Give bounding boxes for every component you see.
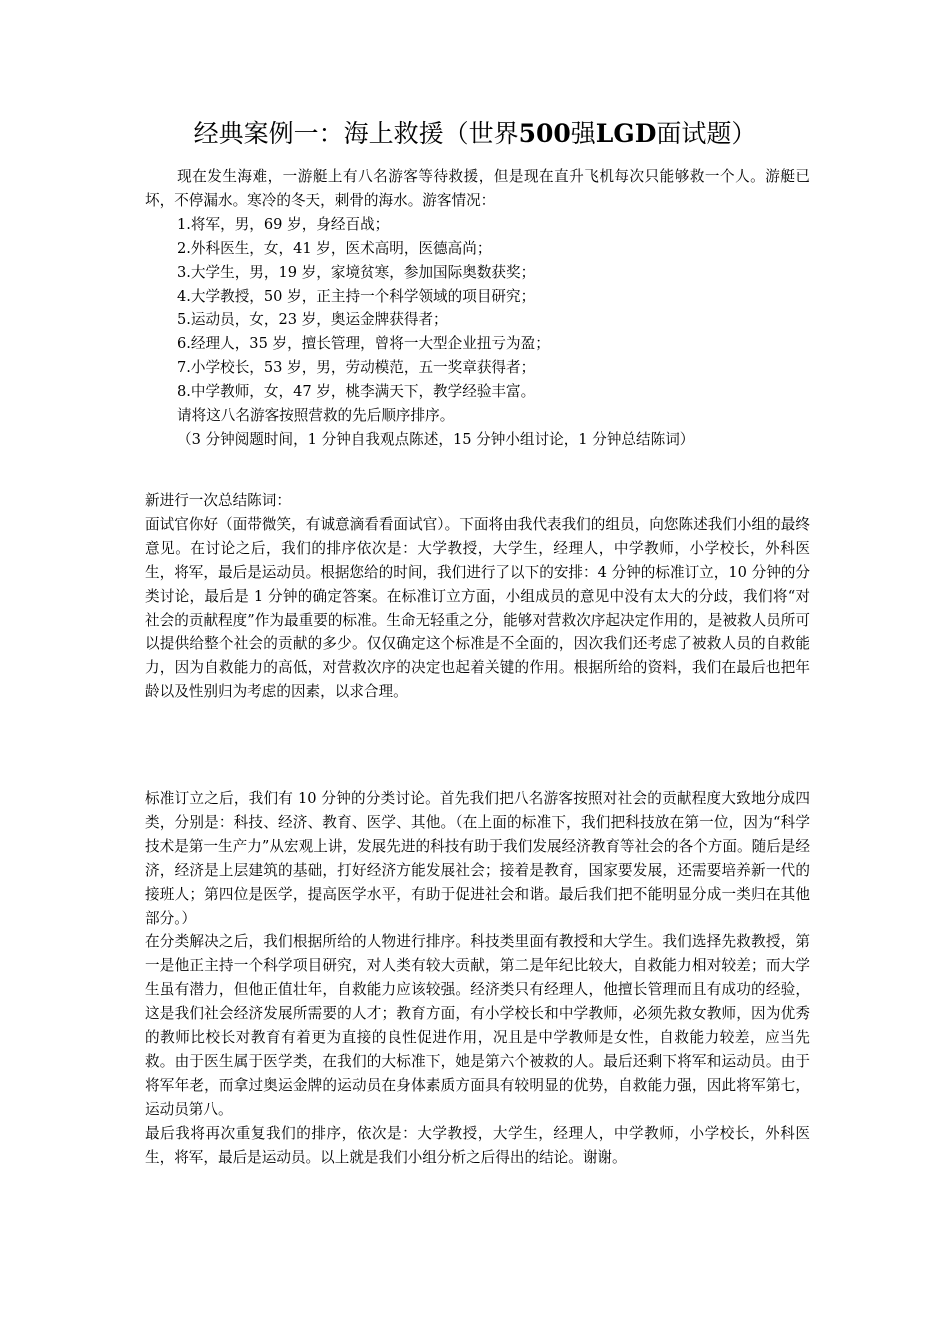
passenger-item: 1.将军，男，69 岁，身经百战； bbox=[177, 215, 390, 233]
title-number: 500 bbox=[518, 119, 571, 148]
summary-section bbox=[145, 489, 810, 704]
case-description bbox=[145, 165, 810, 452]
passenger-item: 5.运动员，女，23 岁，奥运金牌获得者； bbox=[177, 311, 448, 329]
document-title bbox=[0, 116, 950, 152]
title-suffix: 面试题） bbox=[656, 119, 757, 148]
conclusion-paragraph: 最后我将再次重复我们的排序，依次是：大学教授，大学生，经理人，中学教师，小学校长，外科医生，将军，最后是运动员。以上就是我们小组分析之后得出的结论。谢谢。 bbox=[145, 1124, 810, 1166]
intro-paragraph: 现在发生海难，一游艇上有八名游客等待救援，但是现在直升飞机每次只能够救一个人。游艇已坏，不停漏水。寒冷的冬天，刺骨的海水。游客情况： bbox=[145, 168, 810, 209]
passenger-item: 2.外科医生，女，41 岁，医术高明，医德高尚； bbox=[177, 239, 492, 257]
title-mid: 强 bbox=[570, 119, 596, 148]
timing-note: （3 分钟阅题时间，1 分钟自我观点陈述，15 分钟小组讨论，1 分钟总结陈词） bbox=[177, 430, 695, 448]
passenger-item: 6.经理人，35 岁，擅长管理，曾将一大型企业扭亏为盈； bbox=[177, 335, 550, 353]
passenger-item: 7.小学校长，53 岁，男，劳动模范，五一奖章获得者； bbox=[177, 359, 536, 377]
passenger-item: 4.大学教授，50 岁，正主持一个科学领域的项目研究； bbox=[177, 287, 536, 305]
task-instruction: 请将这八名游客按照营救的先后顺序排序。 bbox=[177, 407, 455, 425]
passenger-item: 8.中学教师，女，47 岁，桃李满天下，教学经验丰富。 bbox=[177, 383, 536, 401]
analysis-paragraph: 在分类解决之后，我们根据所给的人物进行排序。科技类里面有教授和大学生。我们选择先救教授，第一是他正主持一个科学项目研究，对人类有较大贡献，第二是年纪比较大，自救能力相对较差；而大学生虽有潜力，但他正值壮年，自救能力应该较强。经济类只有经理人，他擅长管理而且有成功的经验，这是我们社会经济发展所需要的人才；教育方面，有小学校长和中学教师，必须先救女教师，因为优秀的教师比校长对教育有着更为直接的良性促进作用，况且是中学教师是女性，自救能力较差，应当先救。由于医生属于医学类，在我们的大标准下，她是第六个被救的人。最后还剩下将军和运动员。由于将军年老，而拿过奥运金牌的运动员在身体素质方面具有较明显的优势，自救能力强，因此将军第七，运动员第八。 bbox=[145, 933, 810, 1118]
summary-heading: 新进行一次总结陈词： bbox=[145, 492, 291, 509]
summary-paragraph: 面试官你好（面带微笑，有诚意滴看看面试官）。下面将由我代表我们的组员，向您陈述我们小组的最终意见。在讨论之后，我们的排序依次是：大学教授，大学生，经理人，中学教师，小学校长，外科医生，将军，最后是运动员。根据您给的时间，我们进行了以下的安排：4 分钟的标准订立，10 分钟的分类讨论，最后是 1 分钟的确定答案。在标准订立方面，小组成员的意见中没有太大的分歧，我们将“对社会的贡献程度”作为最重要的标准。生命无轻重之分，能够对营救次序起决定作用的，是被救人员所可以提供给整个社会的贡献的多少。仅仅确定这个标准是不全面的，因次我们还考虑了被救人员的自救能力，因为自救能力的高低，对营救次序的决定也起着关键的作用。根据所给的资料，我们在最后也把年龄以及性别归为考虑的因素，以求合理。 bbox=[145, 515, 810, 701]
analysis-section bbox=[145, 787, 810, 1170]
analysis-paragraph: 标准订立之后，我们有 10 分钟的分类讨论。首先我们把八名游客按照对社会的贡献程度大致地分成四类，分别是：科技、经济、教育、医学、其他。（在上面的标准下，我们把科技放在第一位，因为“科学技术是第一生产力”从宏观上讲，发展先进的科技有助于我们发展经济教育等社会的各个方面。随后是经济，经济是上层建筑的基础，打好经济方能发展社会；接着是教育，国家要发展，还需要培养新一代的接班人；第四位是医学，提高医学水平，有助于促进社会和谐。最后我们把不能明显分成一类归在其他部分。） bbox=[145, 790, 810, 927]
title-company: LGD bbox=[595, 119, 657, 148]
passenger-item: 3.大学生，男，19 岁，家境贫寒，参加国际奥数获奖； bbox=[177, 263, 536, 281]
title-prefix: 经典案例一：海上救援（世界 bbox=[193, 119, 519, 148]
